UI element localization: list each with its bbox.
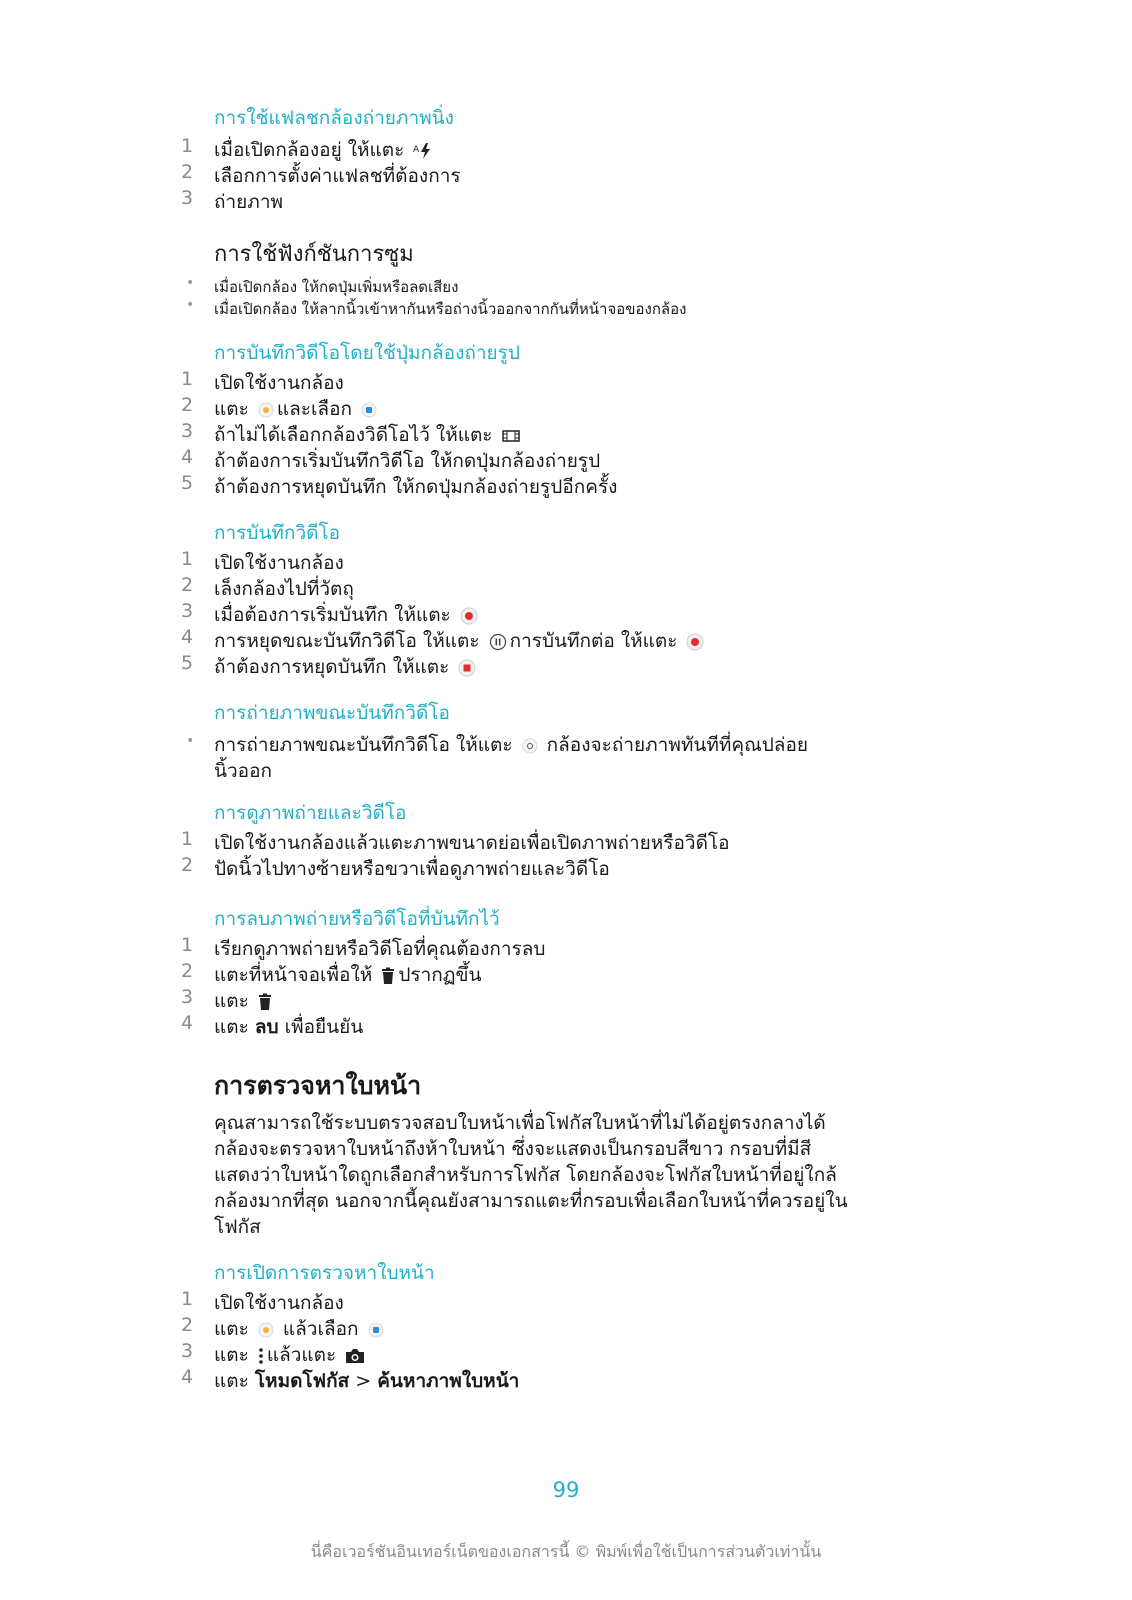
step-text: เมื่อต้องการเริ่มบันทึก ให้แตะ [214, 604, 451, 626]
shutter-icon [522, 738, 538, 754]
step-number: 1 [181, 1288, 194, 1310]
step-number: 3 [181, 1340, 194, 1362]
bullet-text: เมื่อเปิดกล้อง ให้ลากนิ้วเข้าหากันหรือถ่างนิ้วออกจากกันที่หน้าจอของกล้อง [214, 300, 687, 318]
step-text: เรียกดูภาพถ่ายหรือวิดีโอที่คุณต้องการลบ [214, 938, 546, 960]
step-text: แตะ [214, 1318, 249, 1340]
video-camera-icon [502, 428, 520, 444]
step-text: และเลือก [276, 398, 352, 420]
step-number: 4 [181, 446, 194, 468]
step-number: 2 [181, 960, 194, 982]
focus-mode-label: โหมดโฟกัส [254, 1370, 350, 1392]
section-title-photo-while-recording: การถ่ายภาพขณะบันทึกวิดีโอ [214, 702, 450, 724]
bullet: • [186, 297, 195, 313]
record-icon [686, 633, 704, 651]
trash-icon [381, 967, 395, 985]
step-number: 2 [181, 854, 194, 876]
camera-mode-icon [258, 402, 274, 418]
step-number: 3 [181, 187, 194, 209]
step-number: 4 [181, 626, 194, 648]
step-text: ถ้าต้องการเริ่มบันทึกวิดีโอ ให้กดปุ่มกล้องถ่ายรูป [214, 450, 601, 472]
step-number: 5 [181, 472, 194, 494]
step-text: แตะที่หน้าจอเพื่อให้ [214, 964, 373, 986]
step-text: แตะ [214, 1370, 249, 1392]
separator: > [355, 1370, 372, 1392]
step-text: การบันทึกต่อ ให้แตะ [509, 630, 678, 652]
step-number: 1 [181, 828, 194, 850]
camera-mode-icon [258, 1322, 274, 1338]
step-number: 2 [181, 574, 194, 596]
step-text: เปิดใช้งานกล้อง [214, 372, 344, 394]
paragraph-line: คุณสามารถใช้ระบบตรวจสอบใบหน้าเพื่อโฟกัสใบหน้าที่ไม่ได้อยู่ตรงกลางได้ [214, 1112, 826, 1134]
step-text: ปัดนิ้วไปทางซ้ายหรือขวาเพื่อดูภาพถ่ายและวิดีโอ [214, 858, 610, 880]
svg-text:A: A [413, 144, 420, 155]
step-text: แตะ [214, 1016, 249, 1038]
bullet-text: การถ่ายภาพขณะบันทึกวิดีโอ ให้แตะ [214, 734, 513, 756]
section-title-record-camera-key: การบันทึกวิดีโอโดยใช้ปุ่มกล้องถ่ายรูป [214, 342, 520, 364]
footer-note: นี่คือเวอร์ชันอินเทอร์เน็ตของเอกสารนี้ © พิมพ์เพื่อใช้เป็นการส่วนตัวเท่านั้น [310, 1542, 822, 1561]
bullet-text: นิ้วออก [214, 760, 272, 782]
paragraph-line: กล้องจะตรวจหาใบหน้าถึงห้าใบหน้า ซึ่งจะแสดงเป็นกรอบสีขาว กรอบที่มีสี [214, 1138, 812, 1160]
step-text: เลือกการตั้งค่าแฟลชที่ต้องการ [214, 165, 461, 187]
step-text: แล้วเลือก [282, 1318, 359, 1340]
bullet-text: เมื่อเปิดกล้อง ให้กดปุ่มเพิ่มหรือลดเสียง [214, 278, 459, 296]
paragraph-line: โฟกัส [214, 1216, 261, 1238]
pause-icon [489, 633, 507, 651]
step-text: ถ่ายภาพ [214, 191, 284, 213]
bullet-text: กล้องจะถ่ายภาพทันทีที่คุณปล่อย [546, 734, 808, 756]
step-number: 4 [181, 1366, 194, 1388]
video-select-icon [368, 1322, 384, 1338]
section-title-view-photos: การดูภาพถ่ายและวิดีโอ [214, 802, 407, 824]
stop-icon [458, 659, 476, 677]
step-text: ปรากฏขึ้น [398, 964, 482, 986]
step-text: แตะ [214, 1344, 249, 1366]
step-text: ถ้าไม่ได้เลือกกล้องวิดีโอไว้ ให้แตะ [214, 424, 493, 446]
camera-settings-icon [345, 1348, 365, 1364]
step-number: 3 [181, 600, 194, 622]
step-number: 3 [181, 420, 194, 442]
record-icon [460, 607, 478, 625]
step-text: เปิดใช้งานกล้อง [214, 1292, 344, 1314]
delete-label: ลบ [254, 1016, 279, 1038]
step-number: 3 [181, 986, 194, 1008]
menu-dots-icon [258, 1347, 264, 1365]
face-detection-paragraph [214, 1110, 934, 1240]
step-number: 1 [181, 135, 194, 157]
face-detection-label: ค้นหาภาพใบหน้า [377, 1370, 520, 1392]
step-number: 2 [181, 161, 194, 183]
step-number: 4 [181, 1012, 194, 1034]
step-text: แตะ [214, 398, 249, 420]
step-text: ถ้าต้องการหยุดบันทึก ให้แตะ [214, 656, 450, 678]
section-title-record-video: การบันทึกวิดีโอ [214, 522, 341, 544]
bullet: • [186, 275, 195, 291]
step-text: การหยุดขณะบันทึกวิดีโอ ให้แตะ [214, 630, 480, 652]
step-text: ถ้าต้องการหยุดบันทึก ให้กดปุ่มกล้องถ่ายรูปอีกครั้ง [214, 476, 618, 498]
section-title-flash: การใช้แฟลชกล้องถ่ายภาพนิ่ง [214, 107, 454, 129]
step-number: 1 [181, 548, 194, 570]
video-select-icon [361, 402, 377, 418]
step-text: เมื่อเปิดกล้องอยู่ ให้แตะ [214, 139, 405, 161]
bullet: • [186, 733, 195, 749]
section-title-face-detection: การตรวจหาใบหน้า [214, 1071, 422, 1100]
step-text: แล้วแตะ [266, 1344, 337, 1366]
step-number: 1 [181, 368, 194, 390]
step-text: เพื่อยืนยัน [284, 1016, 364, 1038]
section-title-zoom: การใช้ฟังก์ชันการซูม [214, 242, 414, 267]
step-text: แตะ [214, 990, 249, 1012]
paragraph-line: กล้องมากที่สุด นอกจากนี้คุณยังสามารถแตะที่กรอบเพื่อเลือกใบหน้าที่ควรอยู่ใน [214, 1190, 848, 1212]
paragraph-line: แสดงว่าใบหน้าใดถูกเลือกสำหรับการโฟกัส โดยกล้องจะโฟกัสใบหน้าที่อยู่ใกล้ [214, 1164, 837, 1186]
step-text: เปิดใช้งานกล้องแล้วแตะภาพขนาดย่อเพื่อเปิดภาพถ่ายหรือวิดีโอ [214, 832, 730, 854]
auto-flash-icon [413, 142, 433, 160]
section-title-enable-face-detection: การเปิดการตรวจหาใบหน้า [214, 1262, 435, 1284]
trash-icon [258, 993, 272, 1011]
step-number: 1 [181, 934, 194, 956]
section-title-delete: การลบภาพถ่ายหรือวิดีโอที่บันทึกไว้ [214, 908, 500, 930]
page-number: 99 [552, 1478, 580, 1502]
step-text: เล็งกล้องไปที่วัตถุ [214, 578, 354, 600]
step-number: 2 [181, 1314, 194, 1336]
step-number: 5 [181, 652, 194, 674]
step-text: เปิดใช้งานกล้อง [214, 552, 344, 574]
step-number: 2 [181, 394, 194, 416]
